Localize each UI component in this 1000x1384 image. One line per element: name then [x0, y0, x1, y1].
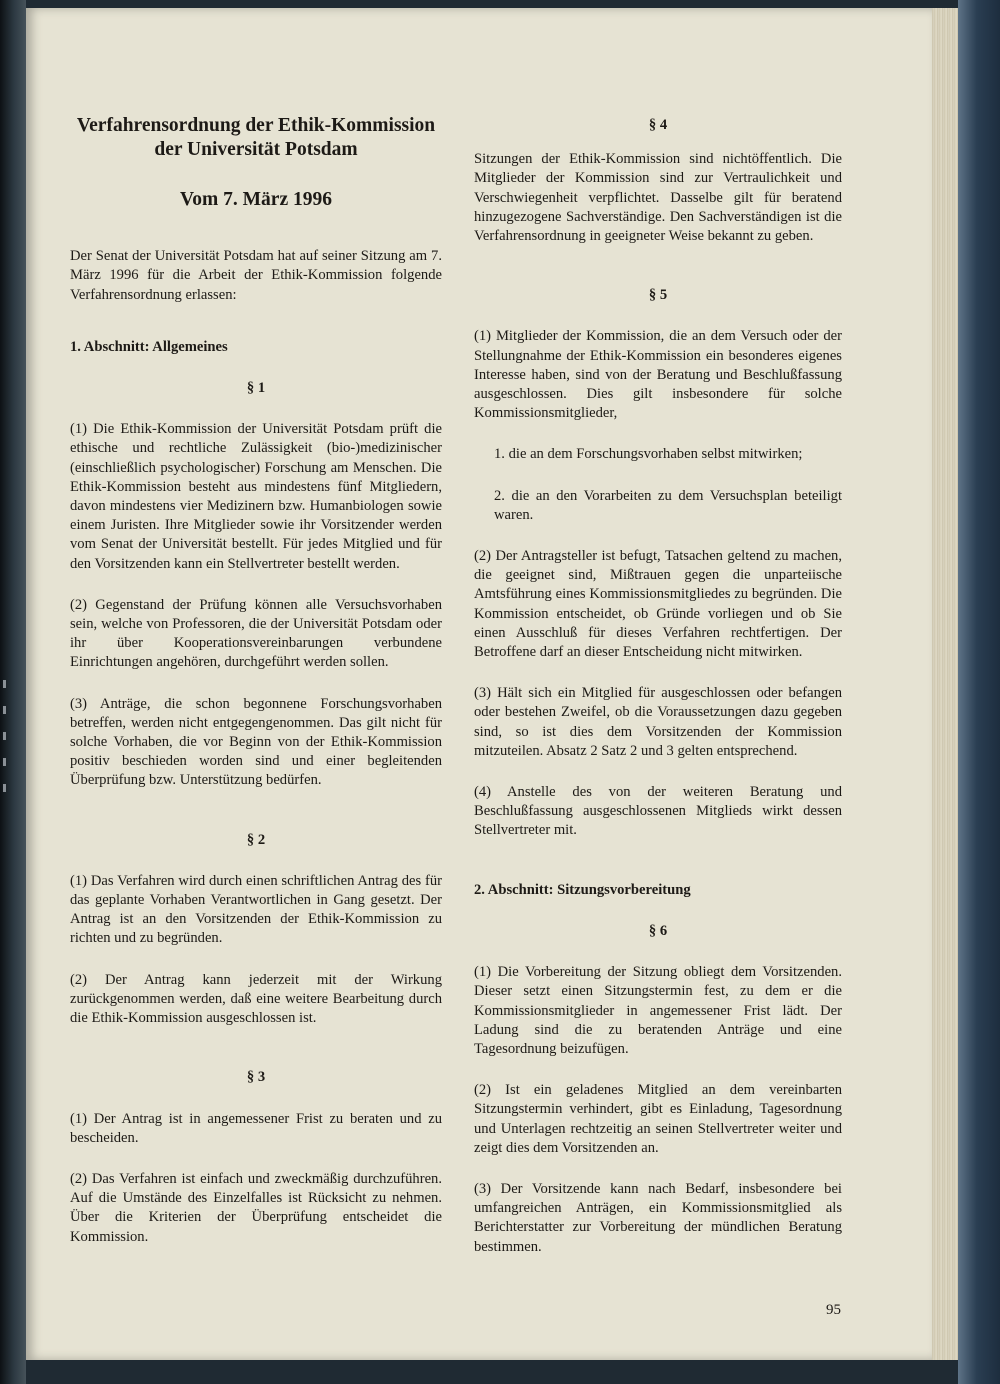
paragraph-4-heading: § 4	[648, 117, 668, 133]
paragraph-5-list-item-2: 2. die an den Vorarbeiten zu dem Versuchsplan beteiligt waren.	[494, 487, 842, 523]
paragraph-1-absatz-3: (3) Anträge, die schon begonnene Forschungsvorhaben betreffen, werden nicht entgegengenommen. Das gilt nicht für solche Vorhaben, die vor Beginn von der Ethik-Kommission positiv beschieden worden sind und einer begleitenden Überprüfung bzw. Unterstützung bedürfen.	[70, 695, 442, 789]
title-line-1: Verfahrensordnung der Ethik-Kommission	[76, 115, 436, 136]
paragraph-6-absatz-2: (2) Ist ein geladenes Mitglied an dem vereinbarten Sitzungstermin verhindert, gibt es Einladung, Tagesordnung und Unterlagen rechtzeitig an seinen Stellvertreter weiter und zeigt dies dem Vorsitzenden an.	[474, 1082, 842, 1156]
book-binding-right	[958, 0, 1000, 1384]
paragraph-3-absatz-2: (2) Das Verfahren ist einfach und zweckmäßig durchzuführen. Auf die Umstände des Einzelfalles ist Rücksicht zu nehmen. Über die Kriterien der Überprüfung entscheidet die Kommission.	[70, 1170, 442, 1245]
paragraph-5-absatz-1: (1) Mitglieder der Kommission, die an dem Versuch oder der Stellungnahme der Ethik-Kommission ein besonderes eigenes Interesse haben, sind von der Beratung und Beschlußfassung ausgeschlossen. Dies gilt insbesondere für solche Kommissionsmitglieder,	[474, 328, 842, 422]
document-title	[70, 114, 442, 162]
document-date: Vom 7. März 1996	[179, 189, 332, 210]
paragraph-5-absatz-4: (4) Anstelle des von der weiteren Beratung und Beschlußfassung ausgeschlossenen Mitglieds wirkt dessen Stellvertreter mit.	[474, 784, 842, 839]
title-line-2: der Universität Potsdam	[154, 139, 358, 160]
paragraph-6-absatz-3: (3) Der Vorsitzende kann nach Bedarf, insbesondere bei umfangreichen Anträgen, ein Kommissionsmitglied als Berichterstatter zur Vorbereitung der mündlichen Beratung bestimmen.	[474, 1180, 842, 1255]
paragraph-1-absatz-1: (1) Die Ethik-Kommission der Universität Potsdam prüft die ethische und rechtliche Zulässigkeit (bio-)medizinischer (einschließlich psychologischer) Forschung am Menschen. Die Ethik-Kommission besteht aus mindestens fünf Mitgliedern, davon mindestens vier Medizinern bzw. Humanbiologen sowie einem Juristen. Ihre Mitglieder sowie ihr Vorsitzender werden vom Senat der Universität bestellt. Für jedes Mitglied und für den Vorsitzenden kann ein Stellvertreter bestellt werden.	[70, 421, 442, 572]
paragraph-2-heading: § 2	[246, 831, 266, 848]
paragraph-2-absatz-1: (1) Das Verfahren wird durch einen schriftlichen Antrag des für das geplante Vorhaben Verantwortlichen in Gang gesetzt. Der Antrag ist an den Vorsitzenden der Ethik-Kommission zu richten und zu begründen.	[70, 872, 442, 947]
paragraph-6-absatz-1: (1) Die Vorbereitung der Sitzung obliegt dem Vorsitzenden. Dieser setzt einen Sitzungstermin fest, zu dem er die Kommissionsmitglieder in angemessener Frist lädt. Der Ladung sind die zu beratenden Anträge und eine Tagesordnung beizufügen.	[474, 964, 842, 1057]
paragraph-2-absatz-2: (2) Der Antrag kann jederzeit mit der Wirkung zurückgenommen werden, daß eine weitere Bearbeitung durch die Ethik-Kommission ausgeschlossen ist.	[70, 971, 442, 1027]
paragraph-3-absatz-1: (1) Der Antrag ist in angemessener Frist zu beraten und zu bescheiden.	[70, 1110, 442, 1146]
left-column	[70, 108, 442, 1247]
section-1-heading: 1. Abschnitt: Allgemeines	[70, 338, 228, 355]
paragraph-5-absatz-3: (3) Hält sich ein Mitglied für ausgeschlossen oder befangen oder bestehen Zweifel, ob die Voraussetzungen dazu gegeben sind, so ist dies dem Vorsitzenden der Kommission mitzuteilen. Absatz 2 Satz 2 und 3 gelten entsprechend.	[474, 685, 842, 759]
paragraph-4-text: Sitzungen der Ethik-Kommission sind nichtöffentlich. Die Mitglieder der Kommission sind zur Vertraulichkeit und Verschwiegenheit verpflichtet. Dasselbe gilt für beratend hinzugezogene Sachverständige. Den Sachverständigen ist die Verfahrensordnung in geeigneter Weise bekannt zu geben.	[474, 151, 842, 245]
binding-marks	[0, 680, 10, 810]
page-number: 95	[826, 1302, 841, 1318]
paragraph-1-heading: § 1	[246, 380, 266, 397]
section-2-heading: 2. Abschnitt: Sitzungsvorbereitung	[474, 881, 691, 898]
page-edges	[928, 8, 958, 1360]
paragraph-6-heading: § 6	[648, 922, 668, 939]
paragraph-5-list-item-1: 1. die an dem Forschungsvorhaben selbst mitwirken;	[494, 446, 803, 463]
paragraph-5-heading: § 5	[648, 287, 668, 304]
right-column	[474, 108, 842, 1257]
intro-paragraph: Der Senat der Universität Potsdam hat auf seiner Sitzung am 7. März 1996 für die Arbeit der Ethik-Kommission folgende Verfahrensordnung erlassen:	[70, 248, 442, 303]
document-page	[26, 8, 932, 1360]
paragraph-1-absatz-2: (2) Gegenstand der Prüfung können alle Versuchsvorhaben sein, welche von Professoren, die der Universität Potsdam oder ihr über Kooperationsvereinbarungen verbundene Einrichtungen angehören, durchgeführt werden sollen.	[70, 596, 442, 671]
paragraph-3-heading: § 3	[246, 1069, 266, 1086]
paragraph-5-absatz-2: (2) Der Antragsteller ist befugt, Tatsachen geltend zu machen, die geeignet sind, Mißtrauen gegen die unparteiische Amtsführung eines Kommissionsmitgliedes zu begründen. Die Kommission entscheidet, ob Gründe vorliegen und ob Sie einen Ausschluß für dieses Verfahren rechtfertigen. Der Betroffene darf an dieser Entscheidung nicht mitwirken.	[474, 548, 842, 661]
